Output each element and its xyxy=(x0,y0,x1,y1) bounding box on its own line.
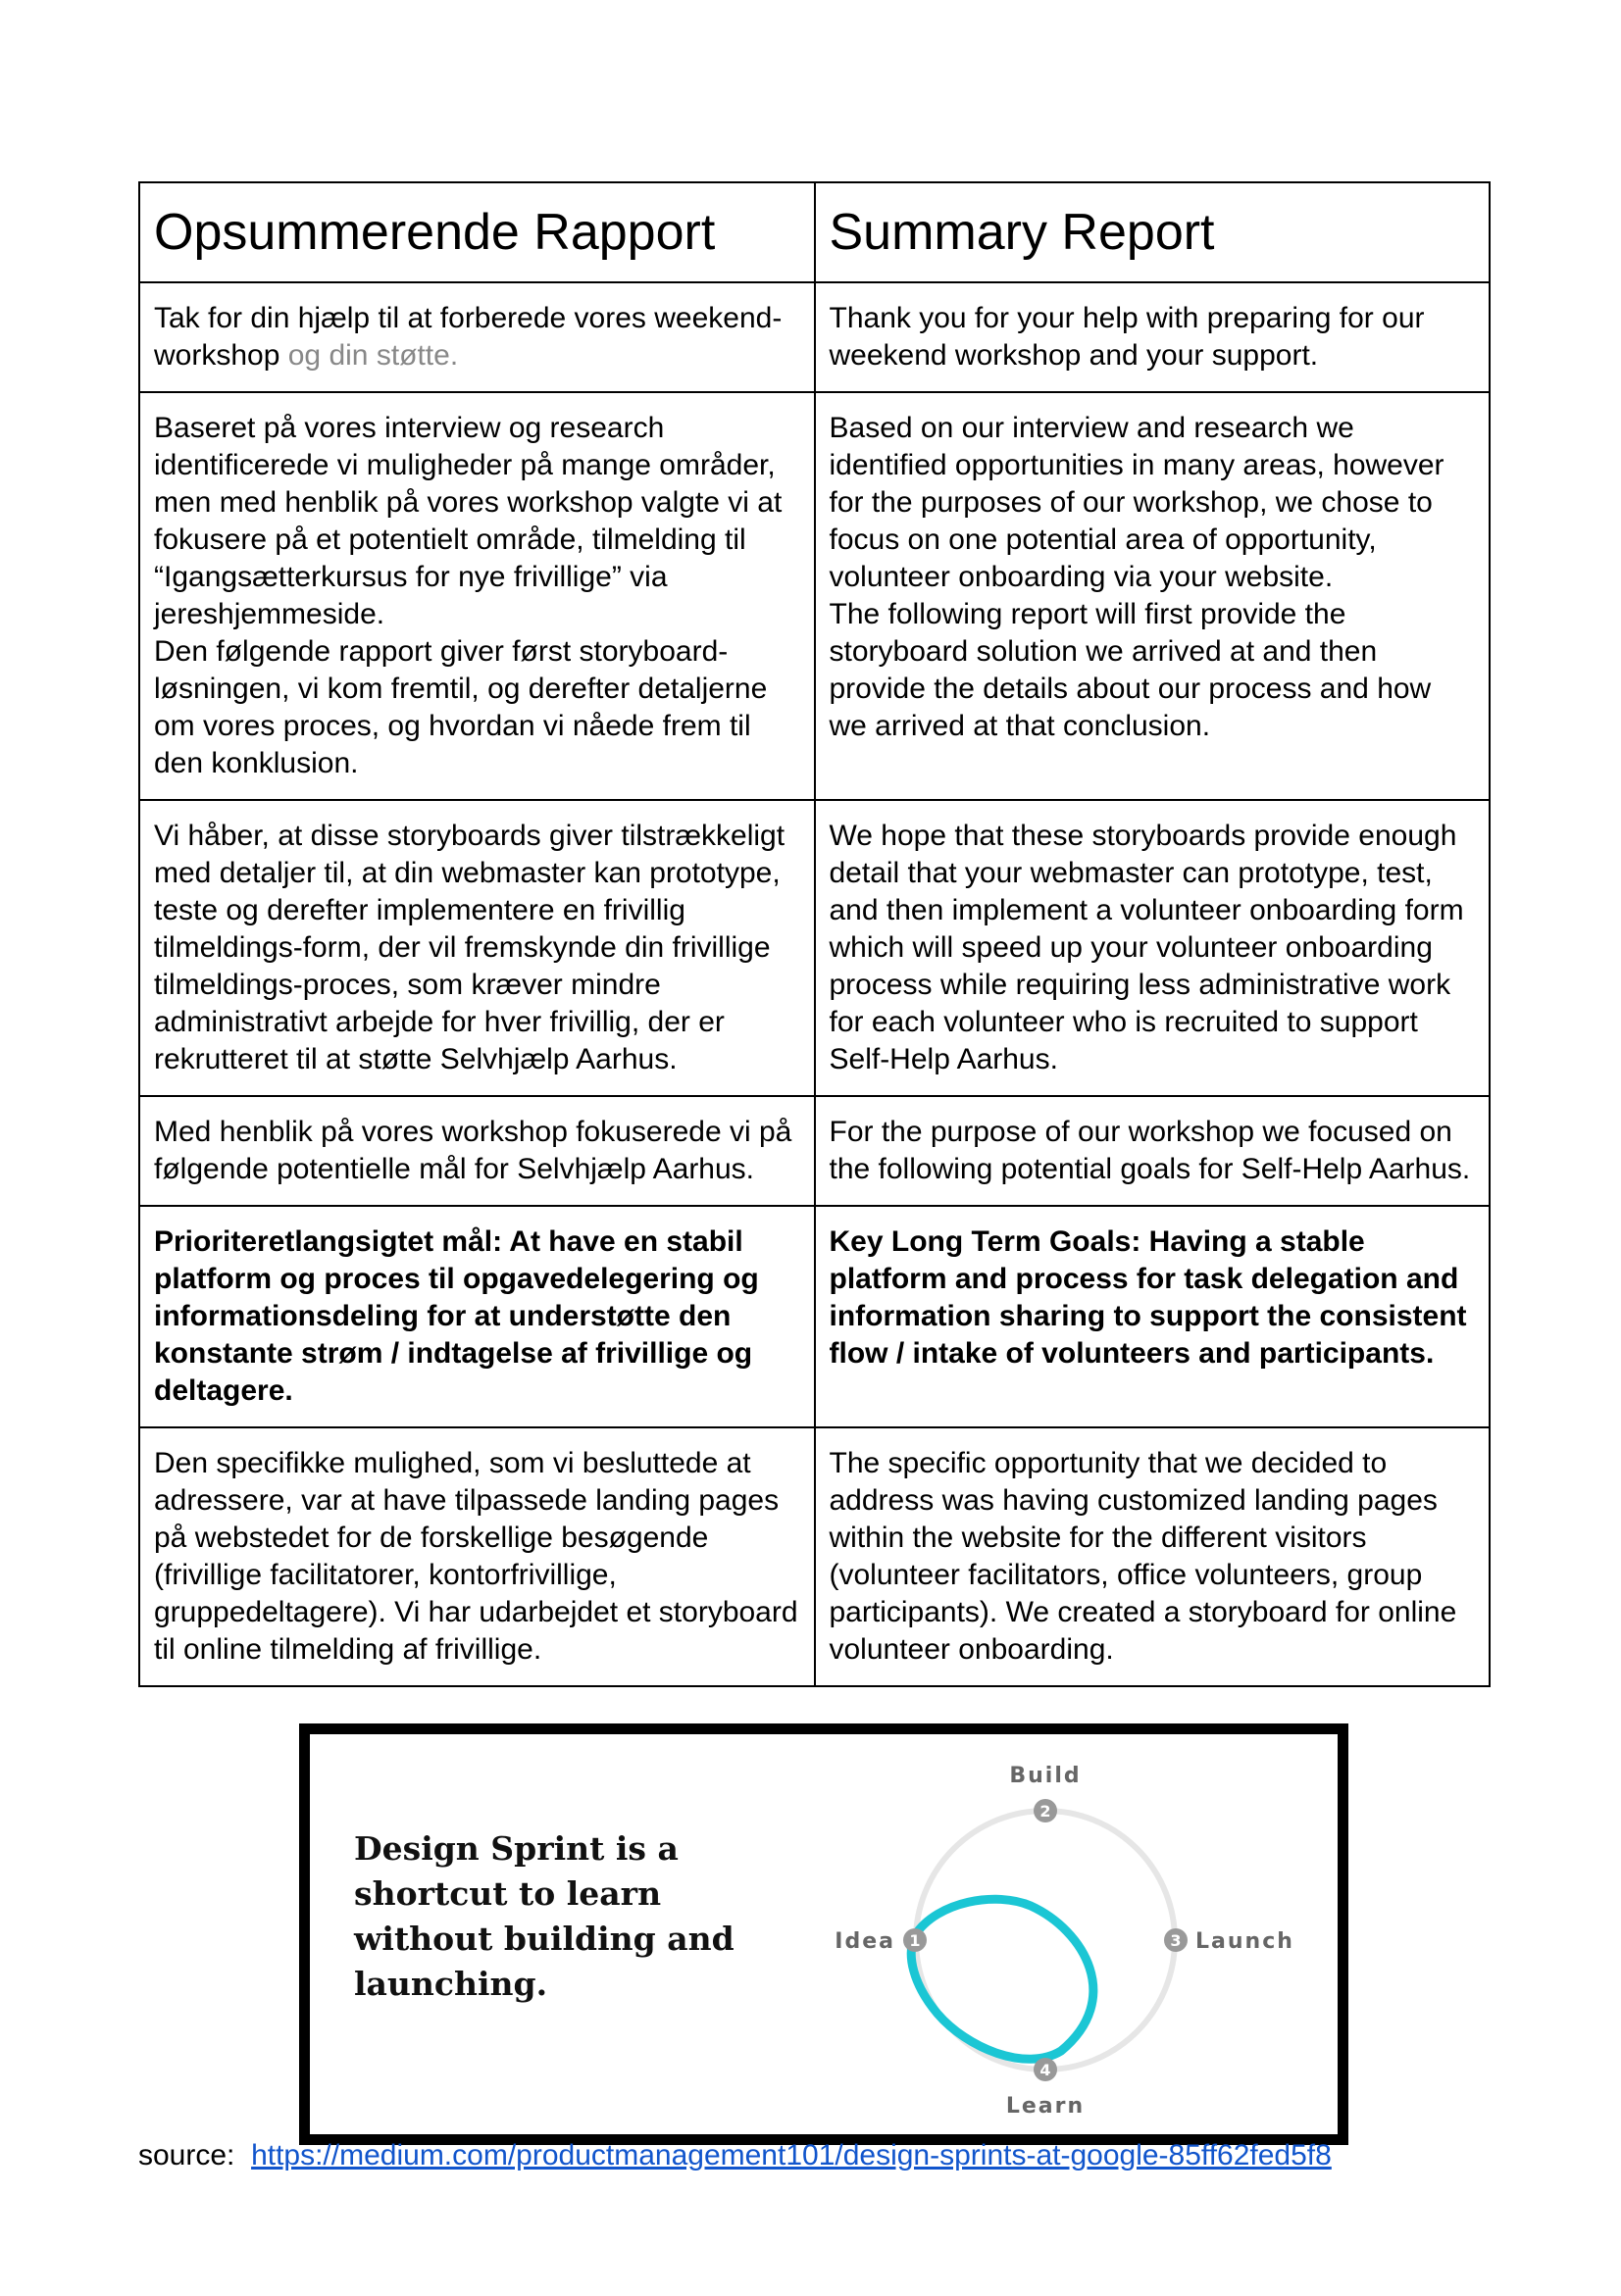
title-english: Summary Report xyxy=(815,182,1491,282)
paragraph: Den følgende rapport giver først storyboard-løsningen, vi kom fremtil, og derefter detaljerne om vores proces, og hvordan vi nåede frem til den konklusion. xyxy=(154,635,768,779)
step-label: Build xyxy=(1009,1764,1082,1788)
design-sprint-figure xyxy=(299,1723,1348,2145)
cell-danish: Den specifikke mulighed, som vi besluttede at adressere, var at have tilpassede landing pages på webstedet for de forskellige besøgende (frivillige facilitatorer, kontorfrivillige, gruppedeltagere). Vi har udarbejdet et storyboard til online tilmelding af frivillige. xyxy=(139,1427,815,1686)
source-prefix: source: xyxy=(138,2139,235,2171)
source-link[interactable]: https://medium.com/productmanagement101/design-sprints-at-google-85ff62fed5f8 xyxy=(251,2139,1332,2171)
table-row xyxy=(139,392,1490,800)
cell-english xyxy=(815,392,1491,800)
step-idea xyxy=(835,1928,927,1954)
table-row xyxy=(139,1206,1490,1427)
step-number: 3 xyxy=(1170,1931,1182,1950)
step-number: 4 xyxy=(1039,2061,1051,2079)
step-number: 2 xyxy=(1039,1802,1051,1821)
goals-english: Key Long Term Goals: Having a stable platform and process for task delegation and information sharing to support the consistent flow / intake of volunteers and participants. xyxy=(815,1206,1491,1427)
cell-english: We hope that these storyboards provide enough detail that your webmaster can prototype, test, and then implement a volunteer onboarding form which will speed up your volunteer onboarding process while requiring less administrative work for each volunteer who is recruited to support Self-Help Aarhus. xyxy=(815,800,1491,1096)
step-number: 1 xyxy=(909,1931,921,1950)
goals-danish: Prioriteretlangsigtet mål: At have en stabil platform og proces til opgavedelegering og informationsdeling for at understøtte den konstante strøm / indtagelse af frivillige og deltagere. xyxy=(139,1206,815,1427)
step-launch xyxy=(1164,1928,1294,1954)
summary-report-table xyxy=(138,181,1491,1687)
paragraph: Based on our interview and research we identified opportunities in many areas, however for the purposes of our workshop, we chose to focus on one potential area of opportunity, volunteer onboarding via your website. xyxy=(829,412,1444,593)
cell-danish: Med henblik på vores workshop fokuserede vi på følgende potentielle mål for Selvhjælp Aarhus. xyxy=(139,1096,815,1206)
paragraph: The following report will first provide the storyboard solution we arrived at and then provide the details about our process and how we arrived at that conclusion. xyxy=(829,598,1432,742)
cell-english: The specific opportunity that we decided to address was having customized landing pages within the website for the different visitors (volunteer facilitators, office volunteers, group participants). We created a storyboard for online volunteer onboarding. xyxy=(815,1427,1491,1686)
figure-caption: Design Sprint is a shortcut to learn without building and launching. xyxy=(354,1829,735,2003)
cell-danish xyxy=(139,282,815,392)
sprint-path xyxy=(911,1899,1093,2059)
cell-text-muted: og din støtte. xyxy=(279,339,459,372)
cell-english: Thank you for your help with preparing for our weekend workshop and your support. xyxy=(815,282,1491,392)
table-row xyxy=(139,1096,1490,1206)
design-sprint-cycle-diagram xyxy=(310,1734,1338,2134)
table-row xyxy=(139,800,1490,1096)
cell-danish: Vi håber, at disse storyboards giver tilstrækkeligt med detaljer til, at din webmaster kan prototype, teste og derefter implementere en frivillig tilmeldings-form, der vil fremskynde din frivillige tilmeldings-proces, som kræver mindre administrativt arbejde for hver frivillig, der er rekrutteret til at støtte Selvhjælp Aarhus. xyxy=(139,800,815,1096)
cell-text: Tak for din hjælp til at forberede vores weekend-workshop xyxy=(154,302,783,372)
step-label: Idea xyxy=(835,1929,895,1954)
cell-danish xyxy=(139,392,815,800)
title-danish: Opsummerende Rapport xyxy=(139,182,815,282)
source-citation xyxy=(138,2137,1332,2174)
table-row xyxy=(139,1427,1490,1686)
step-label: Learn xyxy=(1005,2094,1086,2119)
table-row xyxy=(139,182,1490,282)
cell-english: For the purpose of our workshop we focused on the following potential goals for Self-Help Aarhus. xyxy=(815,1096,1491,1206)
step-label: Launch xyxy=(1195,1929,1294,1954)
table-row xyxy=(139,282,1490,392)
paragraph: Baseret på vores interview og research identificerede vi muligheder på mange områder, men med henblik på vores workshop valgte vi at fokusere på et potentielt område, tilmelding til “Igangsætterkursus for nye frivillige” via jereshjemmeside. xyxy=(154,412,783,630)
